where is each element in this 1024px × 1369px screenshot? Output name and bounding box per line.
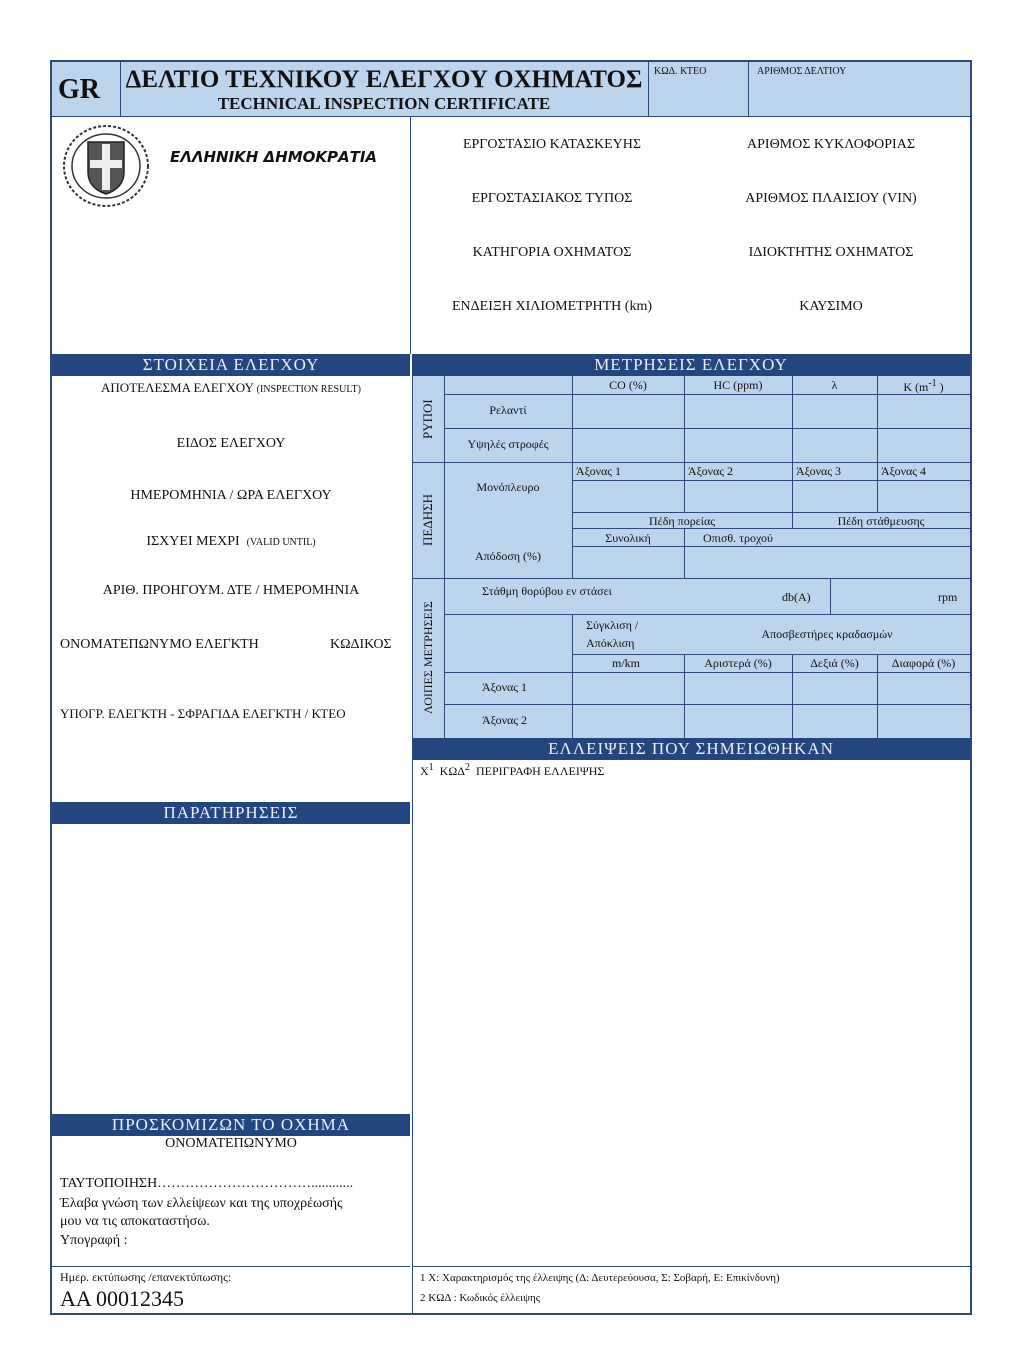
presenter-name-label: ΟΝΟΜΑΤΕΠΩΝΥΜΟ [165, 1136, 297, 1151]
rear-wheel-header: Οπισθ. τροχού [703, 531, 773, 545]
convergence-label-1: Σύγκλιση / [586, 618, 639, 632]
presenter-signature-label: Υπογραφή : [60, 1233, 128, 1248]
certificate-form [50, 60, 972, 1315]
efficiency-label: Απόδοση (%) [474, 549, 542, 563]
braking-label: ΠΕΔΗΣΗ [420, 493, 435, 547]
kteo-code-label: ΚΩΔ. ΚΤΕΟ [654, 66, 707, 77]
high-rpm-label: Υψηλές στροφές [467, 437, 549, 451]
fuel-label: ΚΑΥΣΙΜΟ [799, 299, 863, 314]
left-header: Αριστερά (%) [704, 656, 772, 670]
defects-column-headers: $X^1$ ΚΩΔ$^2$ ΠΕΡΙΓΡΑΦΗ ΕΛΛΕΙΨΗΣ [420, 762, 605, 778]
footnote-1: 1 Χ: Χαρακτηρισμός της έλλειψης (Δ: Δευτερεύουσα, Σ: Σοβαρή, Ε: Επικίνδυνη) [420, 1272, 780, 1284]
valid-until-label: ΙΣΧΥΕΙ ΜΕΧΡΙ (VALID UNTIL) [146, 534, 316, 549]
country-code: GR [58, 74, 100, 105]
presenter-id-label: ΤΑΥΤΟΠΟΙΗΣΗ……………………………............ [60, 1176, 354, 1191]
inspection-datetime-label: ΗΜΕΡΟΜΗΝΙΑ / ΩΡΑ ΕΛΕΓΧΟΥ [130, 488, 332, 503]
axle1-label: Άξονας 1 [482, 680, 528, 694]
owner-label: ΙΔΙΟΚΤΗΤΗΣ ΟΧΗΜΑΤΟΣ [748, 245, 914, 260]
service-brake-header: Πέδη πορείας [649, 514, 715, 528]
idle-label: Ρελαντί [489, 403, 527, 417]
axle2-header: Άξονας 2 [688, 464, 734, 478]
title-greek: ΔΕΛΤΙΟ ΤΕΧΝΙΚΟΥ ΕΛΕΓΧΟΥ ΟΧΗΜΑΤΟΣ [125, 66, 643, 93]
inspector-name-label: ΟΝΟΜΑΤΕΠΩΝΥΜΟ ΕΛΕΓΚΤΗ [60, 637, 259, 652]
serial-number: AA 00012345 [60, 1286, 185, 1311]
vin-label: ΑΡΙΘΜΟΣ ΠΛΑΙΣΙΟΥ (VIN) [745, 191, 917, 206]
axle1-header: Άξονας 1 [576, 464, 622, 478]
cert-number-label: ΑΡΙΘΜΟΣ ΔΕΛΤΙΟΥ [757, 66, 847, 77]
registration-label: ΑΡΙΘΜΟΣ ΚΥΚΛΟΦΟΡΙΑΣ [747, 137, 915, 152]
right-header: Δεξιά (%) [810, 656, 859, 670]
odometer-label: ΕΝΔΕΙΞΗ ΧΙΛΙΟΜΕΤΡΗΤΗ (km) [451, 299, 652, 314]
difference-header: Διαφορά (%) [891, 656, 956, 670]
manufacturer-label: ΕΡΓΟΣΤΑΣΙΟ ΚΑΤΑΣΚΕΥΗΣ [462, 137, 642, 152]
previous-certificate-label: ΑΡΙΘ. ΠΡΟΗΓΟΥΜ. ΔΤΕ / ΗΜΕΡΟΜΗΝΙΑ [102, 583, 360, 598]
inspector-code-label: ΚΩΔΙΚΟΣ [330, 637, 392, 652]
shock-absorbers-header: Αποσβεστήρες κραδασμών [761, 627, 893, 641]
presenter-section-bar: ΠΡΟΣΚΟΜΙΖΩΝ ΤΟ ΟΧΗΜΑ [52, 1114, 410, 1136]
title-english: TECHNICAL INSPECTION CERTIFICATE [217, 94, 551, 113]
axle3-header: Άξονας 3 [796, 464, 842, 478]
single-side-label: Μονόπλευρο [476, 480, 540, 494]
hc-header: HC (ppm) [713, 378, 763, 392]
print-date-label: Ημερ. εκτύπωσης /επανεκτύπωσης: [60, 1270, 232, 1284]
axle4-header: Άξονας 4 [881, 464, 927, 478]
dba-unit: db(A) [782, 590, 811, 604]
rpm-unit: rpm [938, 590, 958, 604]
lambda-header: λ [831, 378, 838, 392]
acknowledgement-line-1: Έλαβα γνώση των ελλείψεων και της υποχρέωσής [60, 1196, 343, 1211]
inspector-signature-label: ΥΠΟΓΡ. ΕΛΕΓΚΤΗ - ΣΦΡΑΓΙΔΑ ΕΛΕΓΚΤΗ / ΚΤΕΟ [60, 706, 346, 721]
inspection-type-label: ΕΙΔΟΣ ΕΛΕΓΧΟΥ [176, 436, 286, 451]
emissions-label: ΡΥΠΟΙ [420, 399, 435, 439]
noise-label: Στάθμη θορύβου εν στάσει [482, 584, 612, 598]
other-measurements-label: ΛΟΙΠΕΣ ΜΕΤΡΗΣΕΙΣ [421, 601, 435, 715]
axle2-label: Άξονας 2 [482, 713, 528, 727]
acknowledgement-line-2: μου να τις αποκαταστήσω. [60, 1214, 210, 1229]
total-header: Συνολική [605, 531, 651, 545]
measurements-section-bar: ΜΕΤΡΗΣΕΙΣ ΕΛΕΓΧΟΥ [412, 354, 970, 376]
k-header: K ($m^{-1}$ ) [903, 378, 944, 394]
mkm-unit: m/km [612, 656, 641, 670]
parking-brake-header: Πέδη στάθμευσης [837, 514, 925, 528]
coat-of-arms-icon [60, 122, 152, 210]
convergence-label-2: Απόκλιση [586, 636, 635, 650]
factory-type-label: ΕΡΓΟΣΤΑΣΙΑΚΟΣ ΤΥΠΟΣ [471, 191, 633, 206]
co-header: CO (%) [609, 378, 647, 392]
remarks-section-bar: ΠΑΡΑΤΗΡΗΣΕΙΣ [52, 802, 410, 824]
inspection-section-bar: ΣΤΟΙΧΕΙΑ ΕΛΕΓΧΟΥ [52, 354, 410, 376]
inspection-result-label: ΑΠΟΤΕΛΕΣΜΑ ΕΛΕΓΧΟΥ (INSPECTION RESULT) [101, 380, 361, 395]
footnote-2: 2 ΚΩΔ : Κωδικός έλλειψης [420, 1292, 541, 1304]
category-label: ΚΑΤΗΓΟΡΙΑ ΟΧΗΜΑΤΟΣ [472, 245, 632, 260]
authority-name: ΕΛΛΗΝΙΚΗ ΔΗΜΟΚΡΑΤΙΑ [170, 148, 378, 166]
defects-section-bar: ΕΛΛΕΙΨΕΙΣ ΠΟΥ ΣΗΜΕΙΩΘΗΚΑΝ [412, 738, 970, 760]
